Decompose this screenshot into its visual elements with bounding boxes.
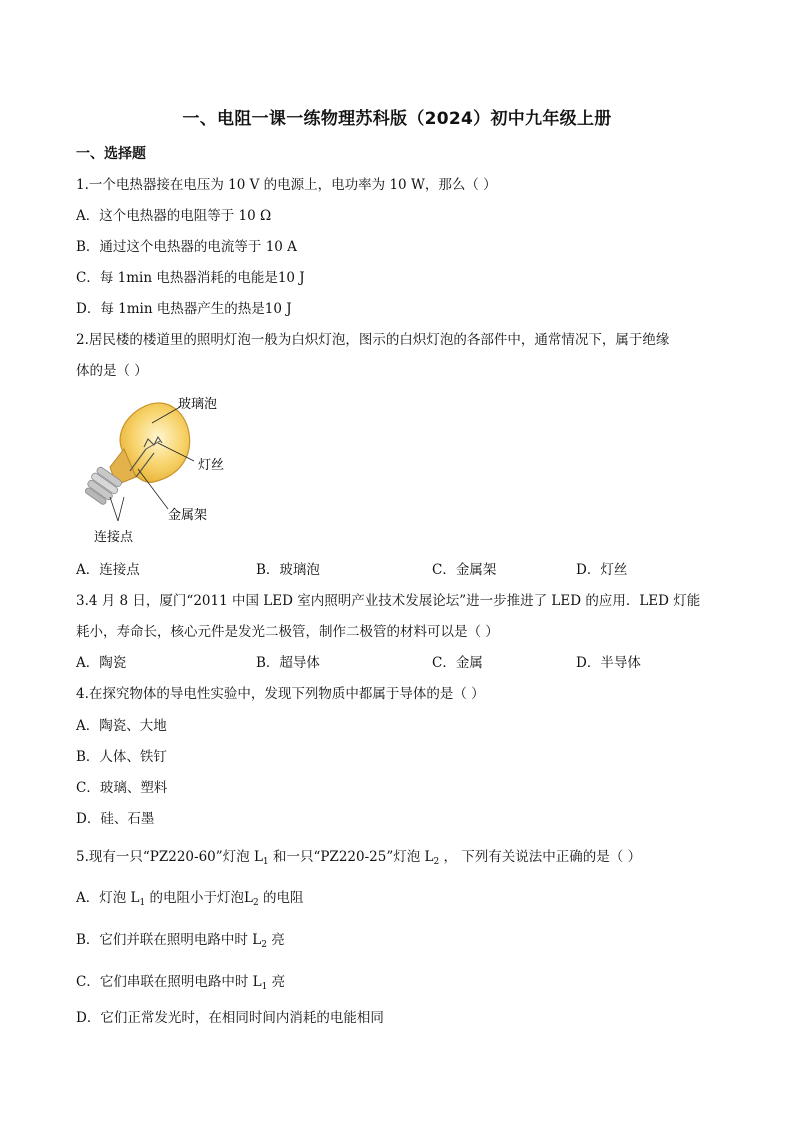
q1-option-a[interactable]: A．这个电热器的电阻等于 10 Ω — [76, 208, 272, 224]
section-heading: 一、选择题 — [76, 146, 146, 162]
q3-option-a[interactable]: A．陶瓷 — [76, 655, 127, 671]
q1-stem: 1.一个电热器接在电压为 10 V 的电源上，电功率为 10 W，那么（ ） — [76, 177, 497, 193]
q5-option-a[interactable]: A．灯泡 $L_1$ 的电阻小于灯泡$L_2$ 的电阻 — [76, 890, 304, 908]
light-bulb-figure — [84, 393, 254, 551]
q3-option-d[interactable]: D．半导体 — [576, 655, 641, 671]
q5-stem: 5.现有一只“PZ220-60”灯泡 $L_1$ 和一只“PZ220-25”灯泡 $L_2$ ， 下列有关说法中正确的是（ ） — [76, 849, 642, 867]
label-glass-bulb: 玻璃泡 — [178, 397, 218, 412]
q2-option-c[interactable]: C．金属架 — [432, 562, 497, 578]
q1-option-c[interactable]: C．每 1min 电热器消耗的电能是10 J — [76, 270, 305, 286]
q4-option-c[interactable]: C．玻璃、塑料 — [76, 780, 168, 796]
q3-option-c[interactable]: C．金属 — [432, 655, 483, 671]
q5-option-d[interactable]: D．它们正常发光时，在相同时间内消耗的电能相同 — [76, 1010, 384, 1026]
q5-option-b[interactable]: B．它们并联在照明电路中时 $L_2$ 亮 — [76, 932, 285, 950]
label-filament: 灯丝 — [198, 458, 225, 473]
label-metal-frame: 金属架 — [168, 508, 208, 523]
q5-option-c[interactable]: C．它们串联在照明电路中时 $L_1$ 亮 — [76, 974, 286, 992]
q4-option-d[interactable]: D．硅、石墨 — [76, 811, 155, 827]
q4-option-b[interactable]: B．人体、铁钉 — [76, 749, 167, 765]
q2-option-a[interactable]: A．连接点 — [76, 562, 140, 578]
q4-option-a[interactable]: A．陶瓷、大地 — [76, 718, 167, 734]
q3-stem-line2: 耗小，寿命长，核心元件是发光二极管，制作二极管的材料可以是（ ） — [76, 624, 499, 640]
q3-stem-line1: 3.4 月 8 日，厦门“2011 中国 LED 室内照明产业技术发展论坛”进一步推进了 LED 的应用．LED 灯能 — [76, 593, 701, 609]
q4-stem: 4.在探究物体的导电性实验中，发现下列物质中都属于导体的是（ ） — [76, 686, 485, 702]
q1-option-d[interactable]: D．每 1min 电热器产生的热是10 J — [76, 301, 292, 317]
q2-stem-line2: 体的是（ ） — [76, 363, 148, 379]
q2-option-d[interactable]: D．灯丝 — [576, 562, 628, 578]
q2-option-b[interactable]: B．玻璃泡 — [256, 562, 320, 578]
label-contact-point: 连接点 — [94, 530, 134, 545]
page-title: 一、电阻一课一练物理苏科版（2024）初中九年级上册 — [182, 109, 612, 129]
q1-option-b[interactable]: B．通过这个电热器的电流等于 10 A — [76, 239, 297, 255]
q3-option-b[interactable]: B．超导体 — [256, 655, 320, 671]
q2-stem-line1: 2.居民楼的楼道里的照明灯泡一般为白炽灯泡，图示的白炽灯泡的各部件中，通常情况下，属于绝缘 — [76, 332, 670, 348]
